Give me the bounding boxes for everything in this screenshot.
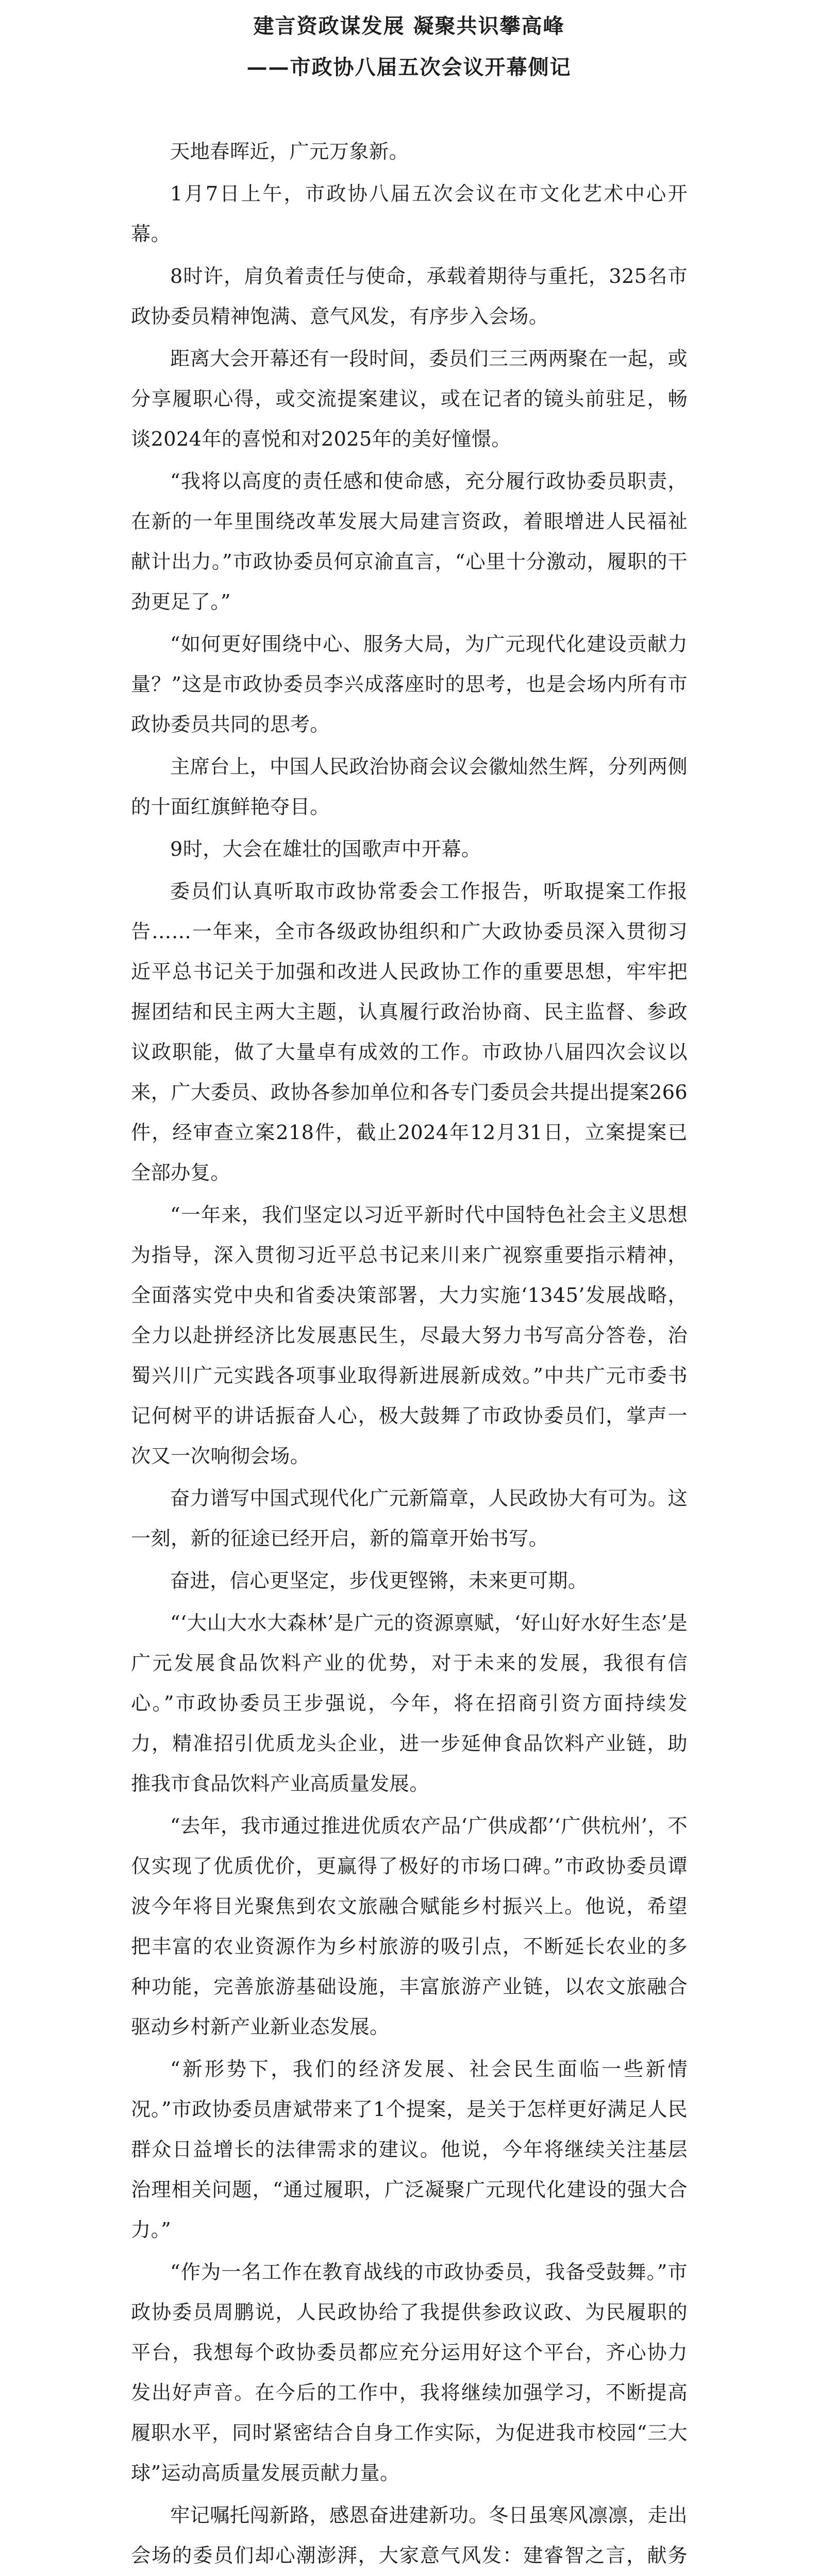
paragraph: 奋力谱写中国式现代化广元新篇章，人民政协大有可为。这一刻，新的征途已经开启，新的篇章开始书写。: [131, 1487, 688, 1550]
article-header: [0, 10, 818, 83]
paragraph: 8时许，肩负着责任与使命，承载着期待与重托，325名市政协委员精神饱满、意气风发，有序步入会场。: [131, 265, 688, 328]
paragraph: “一年来，我们坚定以习近平新时代中国特色社会主义思想为指导，深入贯彻习近平总书记来川来广视察重要指示精神，全面落实党中央和省委决策部署，大力实施‘1345’发展战略，全力以赴拼经济比发展惠民生，尽最大努力书写高分答卷，治蜀兴川广元实践各项事业取得新进展新成效。”中共广元市委书记何树平的讲话振奋人心，极大鼓舞了市政协委员们，掌声一次又一次响彻会场。: [131, 1204, 688, 1468]
paragraph: “新形势下，我们的经济发展、社会民生面临一些新情况。”市政协委员唐斌带来了1个提案，是关于怎样更好满足人民群众日益增长的法律需求的建议。他说，今年将继续关注基层治理相关问题，“通过履职，广泛凝聚广元现代化建设的强大合力。”: [131, 2058, 688, 2242]
paragraph: “‘大山大水大森林’是广元的资源禀赋，‘好山好水好生态’是广元发展食品饮料产业的优势，对于未来的发展，我很有信心。”市政协委员王步强说，今年，将在招商引资方面持续发力，精准招引优质龙头企业，进一步延伸食品饮料产业链，助推我市食品饮料产业高质量发展。: [131, 1612, 688, 1795]
paragraph: 9时，大会在雄壮的国歌声中开幕。: [170, 838, 481, 861]
article-body: [131, 132, 688, 2576]
paragraph: 主席台上，中国人民政治协商会议会徽灿然生辉，分列两侧的十面红旗鲜艳夺目。: [131, 756, 688, 819]
paragraph: 委员们认真听取市政协常委会工作报告，听取提案工作报告……一年来，全市各级政协组织和广大政协委员深入贯彻习近平总书记关于加强和改进人民政协工作的重要思想，牢牢把握团结和民主两大主题，认真履行政治协商、民主监督、参政议政职能，做了大量卓有成效的工作。市政协八届四次会议以来，广大委员、政协各参加单位和各专门委员会共提出提案266件，经审查立案218件，截止2024年12月31日，立案提案已全部办复。: [131, 880, 688, 1184]
paragraph: 天地春晖近，广元万象新。: [170, 141, 409, 163]
paragraph: “作为一名工作在教育战线的市政协委员，我备受鼓舞。”市政协委员周鹏说，人民政协给了我提供参政议政、为民履职的平台，我想每个政协委员都应充分运用好这个平台，齐心协力发出好声音。在今后的工作中，我将继续加强学习，不断提高履职水平，同时紧密结合自身工作实际，为促进我市校园“三大球”运动高质量发展贡献力量。: [131, 2261, 688, 2485]
paragraph: 距离大会开幕还有一段时间，委员们三三两两聚在一起，或分享履职心得，或交流提案建议，或在记者的镜头前驻足，畅谈2024年的喜悦和对2025年的美好憧憬。: [131, 348, 688, 451]
paragraph: 1月7日上午，市政协八届五次会议在市文化艺术中心开幕。: [131, 183, 688, 246]
paragraph: “我将以高度的责任感和使命感，充分履行政协委员职责，在新的一年里围绕改革发展大局建言资政，着眼增进人民福祉献计出力。”市政协委员何京渝直言，“心里十分激动，履职的干劲更足了。”: [131, 470, 688, 614]
article-title: 建言资政谋发展 凝聚共识攀高峰: [253, 14, 565, 38]
paragraph: 奋进，信心更坚定，步伐更铿锵，未来更可期。: [170, 1570, 588, 1592]
article-subtitle: ——市政协八届五次会议开幕侧记: [246, 55, 572, 79]
paragraph: 牢记嘱托闯新路，感恩奋进建新功。冬日虽寒风凛凛，走出会场的委员们却心潮澎湃，大家意气风发：建睿智之言，献务: [131, 2504, 688, 2567]
paragraph: “如何更好围绕中心、服务大局，为广元现代化建设贡献力量？”这是市政协委员李兴成落座时的思考，也是会场内所有市政协委员共同的思考。: [131, 633, 688, 736]
paragraph: “去年，我市通过推进优质农产品‘广供成都’‘广供杭州’，不仅实现了优质优价，更赢得了极好的市场口碑。”市政协委员谭波今年将目光聚焦到农文旅融合赋能乡村振兴上。他说，希望把丰富的农业资源作为乡村旅游的吸引点，不断延长农业的多种功能，完善旅游基础设施，丰富旅游产业链，以农文旅融合驱动乡村新产业新业态发展。: [131, 1815, 688, 2039]
